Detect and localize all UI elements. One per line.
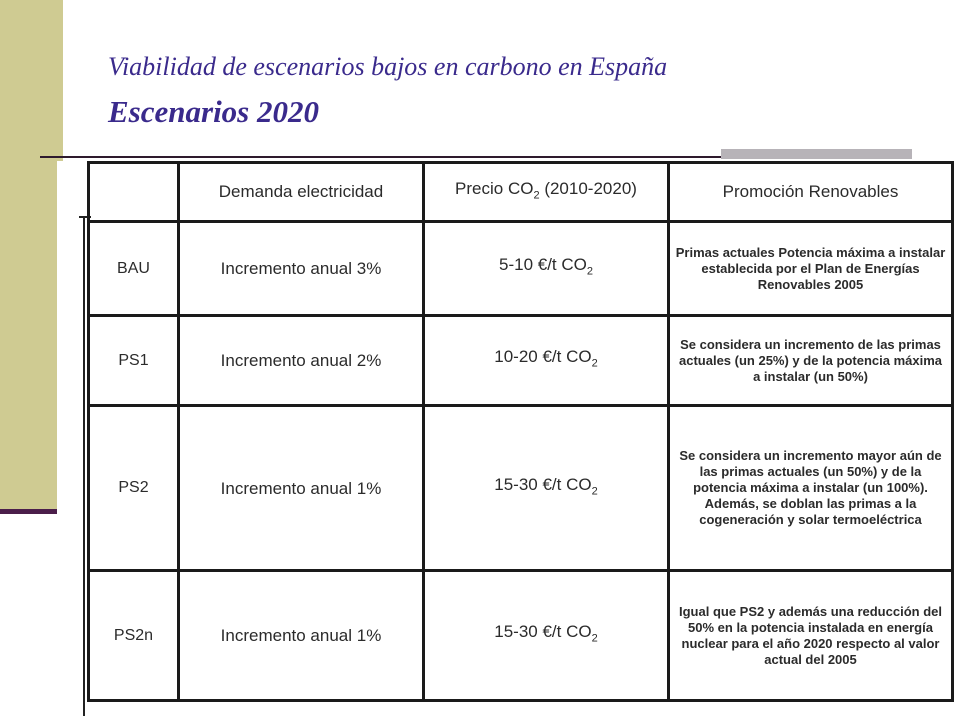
cell-precio-value: 5-10 €/t CO [499, 255, 587, 275]
cell-precio [424, 406, 669, 571]
cell-precio-sub: 2 [586, 265, 593, 278]
left-accent-underline [0, 509, 63, 514]
table-row [89, 316, 953, 406]
slide-title: Escenarios 2020 [108, 94, 319, 129]
header-precio-tail: (2010-2020) [539, 178, 637, 198]
table-edge-line [83, 216, 85, 716]
cell-precio [424, 222, 669, 316]
left-accent-bar [0, 0, 63, 512]
cell-renovables: Se considera un incremento de las primas actuales (un 25%) y de la potencia máxima a instalar (un 50%) [669, 316, 953, 406]
cell-precio-value: 10-20 €/t CO [494, 347, 592, 367]
cell-precio [424, 571, 669, 701]
cell-scenario: PS2 [89, 406, 179, 571]
cell-precio-value: 15-30 €/t CO [494, 622, 592, 642]
cell-renovables: Primas actuales Potencia máxima a instalar establecida por el Plan de Energías Renovables 2005 [669, 222, 953, 316]
cell-precio-sub: 2 [591, 485, 598, 498]
table-row [89, 406, 953, 571]
cell-demanda: Incremento anual 1% [179, 571, 424, 701]
cell-precio [424, 316, 669, 406]
grey-accent-bar [721, 149, 912, 159]
header-precio [424, 163, 669, 222]
table-row [89, 571, 953, 701]
header-demanda: Demanda electricidad [179, 163, 424, 222]
cell-renovables: Igual que PS2 y además una reducción del 50% en la potencia instalada en energía nuclear para el año 2020 respecto al valor actual del 2005 [669, 571, 953, 701]
table-header-row [89, 163, 953, 222]
cell-demanda: Incremento anual 3% [179, 222, 424, 316]
cell-precio-sub: 2 [591, 632, 598, 645]
header-precio-main: Precio CO [455, 178, 534, 198]
cell-precio-sub: 2 [591, 357, 598, 370]
header-renovables: Promoción Renovables [669, 163, 953, 222]
table-row [89, 222, 953, 316]
title-divider [40, 156, 721, 158]
cell-scenario: BAU [89, 222, 179, 316]
header-precio-sub: 2 [533, 189, 540, 202]
scenario-table [87, 161, 954, 702]
cell-renovables: Se considera un incremento mayor aún de las primas actuales (un 50%) y de la potencia máxima a instalar (un 100%). Además, se doblan las primas a la cogeneración y solar termoeléctrica [669, 406, 953, 571]
cell-precio-value: 15-30 €/t CO [494, 474, 592, 494]
slide-subtitle: Viabilidad de escenarios bajos en carbono en España [108, 52, 668, 81]
header-blank-cell [89, 163, 179, 222]
cell-demanda: Incremento anual 1% [179, 406, 424, 571]
cell-demanda: Incremento anual 2% [179, 316, 424, 406]
scenario-table-image [57, 161, 957, 717]
cell-scenario: PS2n [89, 571, 179, 701]
cell-scenario: PS1 [89, 316, 179, 406]
